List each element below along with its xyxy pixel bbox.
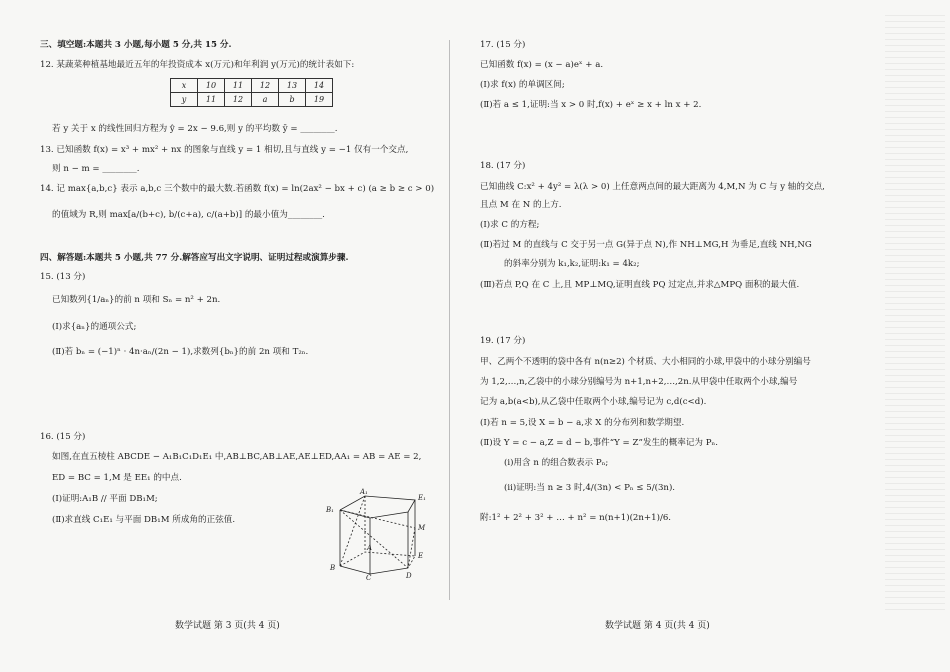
table-cell: b <box>279 93 306 107</box>
question-18-part-2: (Ⅱ)若过 M 的直线与 C 交于另一点 G(异于点 N),作 NH⊥MG,H 为垂足,直线 NH,NG <box>480 240 812 250</box>
column-divider <box>449 40 450 600</box>
scan-noise <box>885 10 945 610</box>
question-18-part-3: (Ⅲ)若点 P,Q 在 C 上,且 MP⊥MQ,证明直线 PQ 过定点,并求△MPQ 面积的最大值. <box>480 280 800 290</box>
table-cell: 10 <box>198 79 225 93</box>
table-cell: x <box>171 79 198 93</box>
section-4-heading: 四、解答题:本题共 5 小题,共 77 分.解答应写出文字说明、证明过程或演算步骤. <box>40 253 349 263</box>
question-19-stem: 甲、乙两个不透明的袋中各有 n(n≥2) 个材质、大小相同的小球,甲袋中的小球分别编号 <box>480 357 811 367</box>
label-c: C <box>366 574 372 580</box>
question-19-stem-2: 为 1,2,…,n,乙袋中的小球分别编号为 n+1,n+2,…,2n.从甲袋中任取两个小球,编号 <box>480 377 798 387</box>
question-13-part-b: 则 n − m = ________. <box>52 164 140 174</box>
footer-left: 数学试题 第 3 页(共 4 页) <box>175 621 280 631</box>
label-b1: B₁ <box>326 506 334 514</box>
label-m: M <box>418 524 426 532</box>
question-17-part-2: (Ⅱ)若 a ≤ 1,证明:当 x > 0 时,f(x) + eˣ ≥ x + ln x + 2. <box>480 100 702 110</box>
question-12: 12. 某蔬菜种植基地最近五年的年投资成本 x(万元)和年利润 y(万元)的统计表如下: <box>40 60 355 70</box>
question-15-header: 15. (13 分) <box>40 272 86 282</box>
question-19-appendix: 附:1² + 2² + 3² + … + n² = n(n+1)(2n+1)/6. <box>480 513 672 523</box>
question-19-part-2: (Ⅱ)设 Y = c − a,Z = d − b,事件“Y = Z”发生的概率记为 Pₙ. <box>480 438 718 448</box>
label-e1: E₁ <box>418 494 426 502</box>
table-cell: 11 <box>198 93 225 107</box>
question-17-part-1: (Ⅰ)求 f(x) 的单调区间; <box>480 80 565 90</box>
table-row <box>171 93 333 107</box>
table-cell: 13 <box>279 79 306 93</box>
question-15-part-1: (Ⅰ)求{aₙ}的通项公式; <box>52 322 137 332</box>
prism-figure <box>320 488 445 580</box>
table-cell: 12 <box>225 93 252 107</box>
question-14-part-b: 的值域为 R,则 max[a/(b+c), b/(c+a), c/(a+b)] 的最小值为________. <box>52 210 325 220</box>
question-18-part-2b: 的斜率分别为 k₁,k₂,证明:k₁ = 4k₂; <box>504 259 640 269</box>
table-cell: 19 <box>306 93 333 107</box>
question-18-stem-2: 且点 M 在 N 的上方. <box>480 200 562 210</box>
question-16-part-1: (Ⅰ)证明:A₁B // 平面 DB₁M; <box>52 494 158 504</box>
question-18-stem: 已知曲线 C:x² + 4y² = λ(λ > 0) 上任意两点间的最大距离为 4,M,N 为 C 与 y 轴的交点, <box>480 182 825 192</box>
question-16-stem: 如图,在直五棱柱 ABCDE − A₁B₁C₁D₁E₁ 中,AB⊥BC,AB⊥AE,AE⊥ED,AA₁ = AB = AE = 2, <box>52 452 422 462</box>
question-19-part-2i: (ⅰ)用含 n 的组合数表示 Pₙ; <box>504 458 609 468</box>
question-14: 14. 记 max{a,b,c} 表示 a,b,c 三个数中的最大数.若函数 f(x) = ln(2ax² − bx + c) (a ≥ b ≥ c > 0) <box>40 184 435 194</box>
footer-right: 数学试题 第 4 页(共 4 页) <box>605 621 710 631</box>
table-cell: y <box>171 93 198 107</box>
label-a: A <box>367 544 373 552</box>
question-19-header: 19. (17 分) <box>480 336 526 346</box>
question-15-part-2: (Ⅱ)若 bₙ = (−1)ⁿ · 4n·aₙ/(2n − 1),求数列{bₙ}的前 2n 项和 T₂ₙ. <box>52 347 309 357</box>
table-cell: a <box>252 93 279 107</box>
question-13: 13. 已知函数 f(x) = x³ + mx² + nx 的图象与直线 y = 1 相切,且与直线 y = −1 仅有一个交点, <box>40 145 409 155</box>
question-19-stem-3: 记为 a,b(a<b),从乙袋中任取两个小球,编号记为 c,d(c<d). <box>480 397 707 407</box>
question-18-part-1: (Ⅰ)求 C 的方程; <box>480 220 540 230</box>
question-19-part-2ii: (ⅱ)证明:当 n ≥ 3 时,4/(3n) < Pₙ ≤ 5/(3n). <box>504 483 676 493</box>
data-table <box>170 78 333 107</box>
question-12-part-b: 若 y 关于 x 的线性回归方程为 ŷ = 2x − 9.6,则 y 的平均数 ȳ = ________. <box>52 124 338 134</box>
table-cell: 11 <box>225 79 252 93</box>
label-d: D <box>406 572 412 580</box>
table-cell: 14 <box>306 79 333 93</box>
question-17-header: 17. (15 分) <box>480 40 526 50</box>
question-15-stem: 已知数列{1/aₙ}的前 n 项和 Sₙ = n² + 2n. <box>52 295 221 305</box>
question-16-header: 16. (15 分) <box>40 432 86 442</box>
label-a1: A₁ <box>360 488 368 496</box>
table-row <box>171 79 333 93</box>
section-3-heading: 三、填空题:本题共 3 小题,每小题 5 分,共 15 分. <box>40 40 232 50</box>
label-b: B <box>330 564 336 572</box>
label-e: E <box>418 552 424 560</box>
table-cell: 12 <box>252 79 279 93</box>
question-16-part-2: (Ⅱ)求直线 C₁E₁ 与平面 DB₁M 所成角的正弦值. <box>52 515 236 525</box>
question-18-header: 18. (17 分) <box>480 161 526 171</box>
question-19-part-1: (Ⅰ)若 n = 5,设 X = b − a,求 X 的分布列和数学期望. <box>480 418 685 428</box>
question-16-stem-2: ED = BC = 1,M 是 EE₁ 的中点. <box>52 473 182 483</box>
question-17-stem: 已知函数 f(x) = (x − a)eˣ + a. <box>480 60 604 70</box>
